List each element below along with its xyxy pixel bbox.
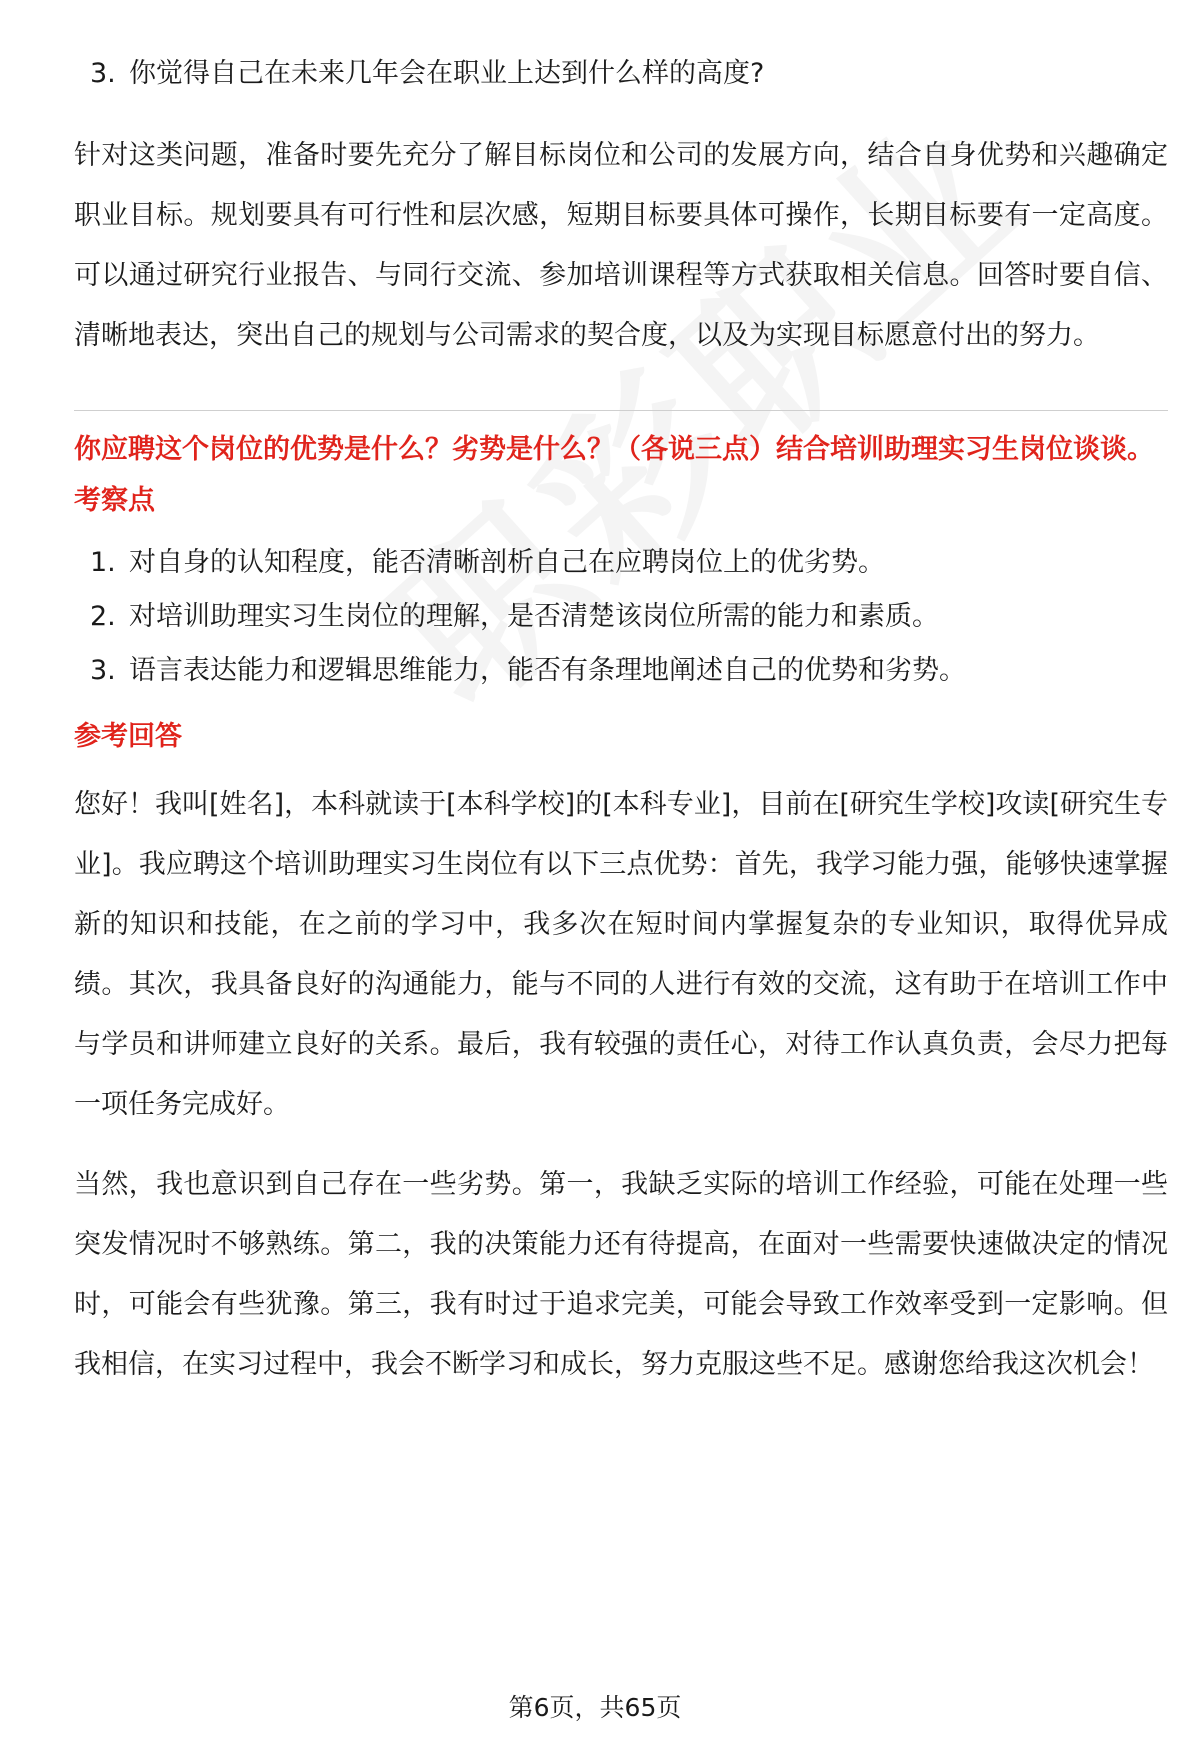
list-item	[74, 653, 1168, 689]
exam-points-label: 考察点	[74, 485, 155, 516]
section-divider	[74, 410, 1168, 411]
list-item-number: 1.	[90, 547, 116, 578]
list-item-text: 语言表达能力和逻辑思维能力，能否有条理地阐述自己的优势和劣势。	[129, 655, 966, 686]
answer-paragraph: 当然，我也意识到自己存在一些劣势。第一，我缺乏实际的培训工作经验，可能在处理一些突发情况时不够熟练。第二，我的决策能力还有待提高，在面对一些需要快速做决定的情况时，可能会有些犹豫。第三，我有时过于追求完美，可能会导致工作效率受到一定影响。但我相信，在实习过程中，我会不断学习和成长，努力克服这些不足。感谢您给我这次机会！	[74, 1169, 1168, 1380]
list-item-text: 你觉得自己在未来几年会在职业上达到什么样的高度?	[129, 58, 765, 89]
list-item-text: 对自身的认知程度，能否清晰剖析自己在应聘岗位上的优劣势。	[129, 547, 885, 578]
page-footer: 第6页，共65页	[508, 1693, 682, 1722]
question-heading: 你应聘这个岗位的优势是什么？劣势是什么？（各说三点）结合培训助理实习生岗位谈谈。	[74, 434, 1154, 465]
list-item	[74, 599, 1168, 635]
page-content	[74, 56, 1168, 1395]
list-item	[74, 56, 1168, 92]
answer-paragraph: 您好！我叫[姓名]，本科就读于[本科学校]的[本科专业]，目前在[研究生学校]攻读[研究生专业]。我应聘这个培训助理实习生岗位有以下三点优势：首先，我学习能力强，能够快速掌握新的知识和技能，在之前的学习中，我多次在短时间内掌握复杂的专业知识，取得优异成绩。其次，我具备良好的沟通能力，能与不同的人进行有效的交流，这有助于在培训工作中与学员和讲师建立良好的关系。最后，我有较强的责任心，对待工作认真负责，会尽力把每一项任务完成好。	[74, 789, 1168, 1120]
list-item-number: 3.	[90, 655, 116, 686]
intro-paragraph: 针对这类问题，准备时要先充分了解目标岗位和公司的发展方向，结合自身优势和兴趣确定职业目标。规划要具有可行性和层次感，短期目标要具体可操作，长期目标要有一定高度。可以通过研究行业报告、与同行交流、参加培训课程等方式获取相关信息。回答时要自信、清晰地表达，突出自己的规划与公司需求的契合度，以及为实现目标愿意付出的努力。	[74, 140, 1168, 351]
exam-points-list	[74, 545, 1168, 689]
list-item	[74, 545, 1168, 581]
list-item-number: 2.	[90, 601, 116, 632]
reference-answer-label: 参考回答	[74, 721, 182, 752]
list-item-text: 对培训助理实习生岗位的理解，是否清楚该岗位所需的能力和素质。	[129, 601, 939, 632]
list-item-number: 3.	[90, 58, 116, 89]
